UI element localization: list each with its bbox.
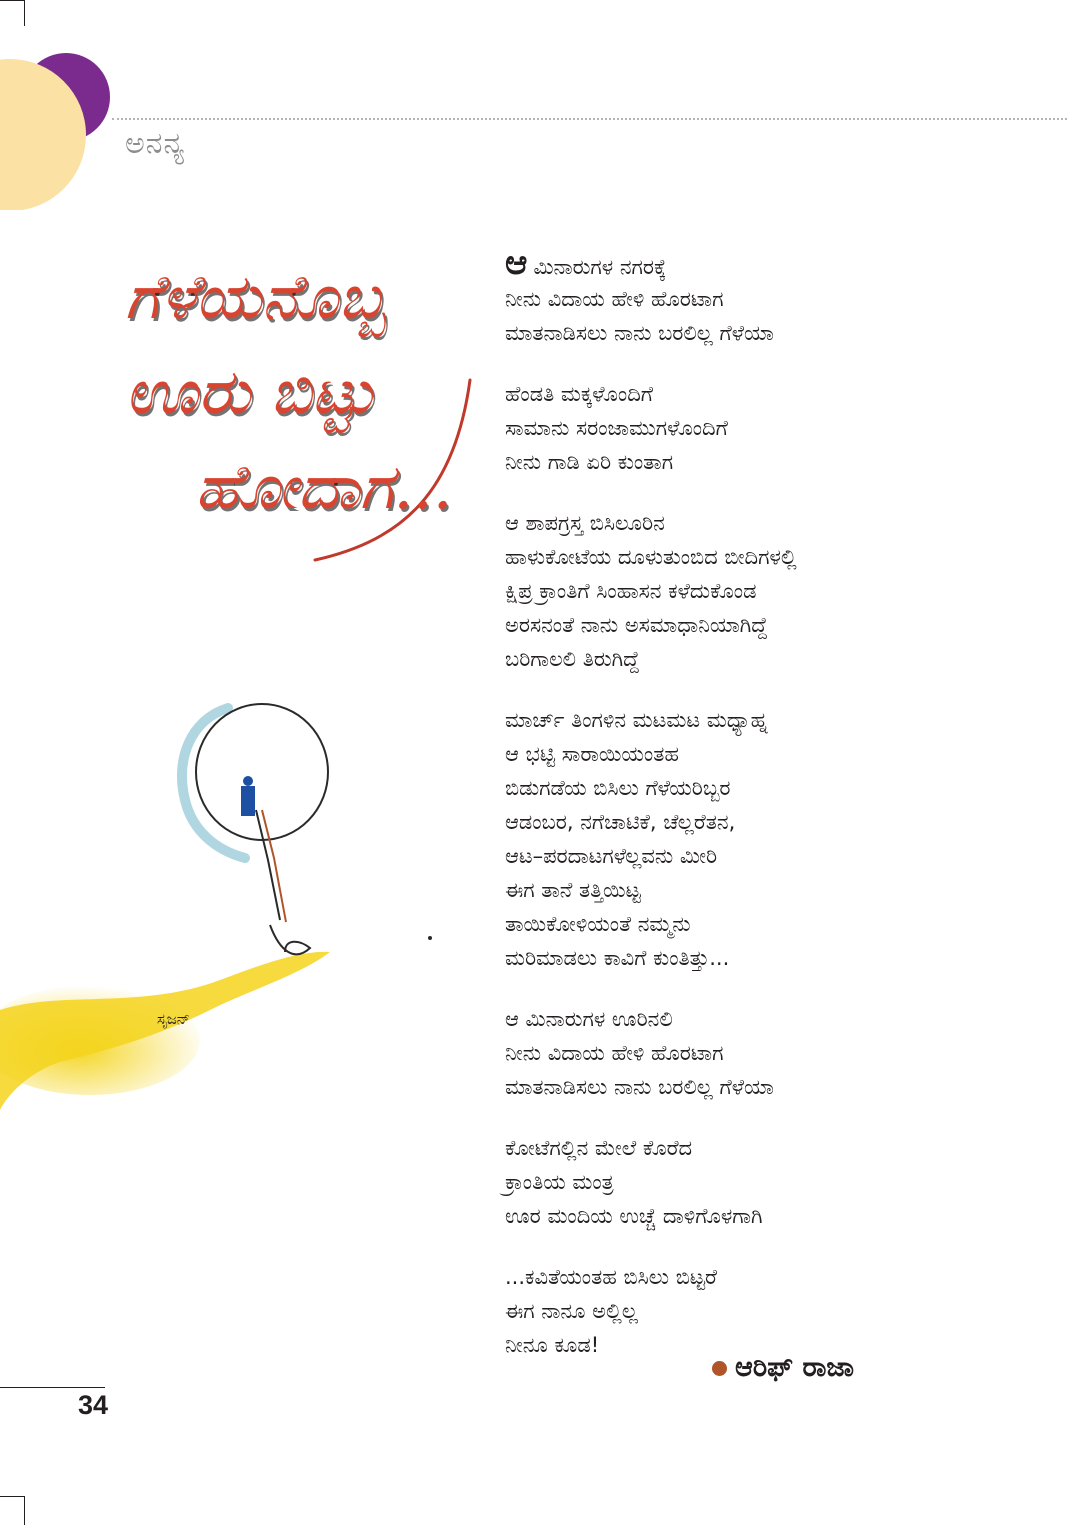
figure-line-2 (262, 810, 286, 922)
poem-line-text: ಈಗ ತಾನೆ ತತ್ತಿಯಿಟ್ಟ (505, 878, 641, 902)
poem-line (505, 1131, 935, 1165)
poem-line-text: ನೀನೂ ಕೂಡ! (505, 1333, 600, 1357)
moon-circle (196, 704, 328, 840)
poem-line-text: ಬಿಡುಗಡೆಯ ಬಿಸಿಲು ಗೆಳೆಯರಿಬ್ಬರ (505, 776, 731, 800)
poem-stanza (505, 506, 935, 676)
poem-line-text: ಹೆಂಡತಿ ಮಕ್ಕಳೊಂದಿಗೆ (505, 382, 654, 406)
header-dotted-rule (112, 118, 1067, 120)
poem-line-text: ಬರಿಗಾಲಲಿ ತಿರುಗಿದ್ದೆ (505, 647, 640, 671)
poem-line (505, 282, 935, 316)
poem-line-text: ನೀನು ವಿದಾಯ ಹೇಳಿ ಹೊರಟಾಗ (505, 287, 724, 311)
poem-line-text: ಮಾತನಾಡಿಸಲು ನಾನು ಬರಲಿಲ್ಲ ಗೆಳೆಯಾ (505, 1075, 774, 1099)
poem-line-text: ಆ ಭಟ್ಟಿ ಸಾರಾಯಿಯಂತಹ (505, 742, 679, 766)
poem-line (505, 1070, 935, 1104)
poem-stanza (505, 703, 935, 975)
ink-dot (428, 936, 432, 940)
poem-line-text: ಮಾತನಾಡಿಸಲು ನಾನು ಬರಲಿಲ್ಲ ಗೆಳೆಯಾ (505, 321, 774, 345)
signature-mark (270, 925, 310, 954)
poem-stanza (505, 1131, 935, 1233)
poem-line-text: ನೀನು ವಿದಾಯ ಹೇಳಿ ಹೊರಟಾಗ (505, 1041, 724, 1065)
poem-line (505, 1199, 935, 1233)
title-line-2: ಊರು ಬಿಟ್ಟು (125, 355, 377, 428)
figure-line-1 (256, 810, 280, 920)
poem-line-text: ಈಗ ನಾನೂ ಅಲ್ಲಿಲ್ಲ (505, 1299, 638, 1323)
poem-line (505, 243, 935, 283)
poem-line (505, 805, 935, 839)
poem-line (505, 703, 935, 737)
poem-line (505, 907, 935, 941)
poem-line-text: ಮಿನಾರುಗಳ ನಗರಕ್ಕೆ (533, 255, 667, 279)
poem-line (505, 540, 935, 574)
poem-stanza (505, 243, 935, 350)
poem-line-text: ಆಡಂಬರ, ನಗೆಚಾಟಿಕೆ, ಚೆಲ್ಲರೆತನ, (505, 810, 736, 834)
poem-illustration (0, 690, 470, 1130)
poem-line (505, 608, 935, 642)
poem-line (505, 839, 935, 873)
poem-line-text: ಮಾರ್ಚ್ ತಿಂಗಳಿನ ಮಟಮಟ ಮಧ್ಯಾಹ್ನ (505, 708, 768, 732)
bullet-icon (712, 1361, 727, 1376)
poem-line-text: ತಾಯಿಕೋಳಿಯಂತೆ ನಮ್ಮನು (505, 912, 691, 936)
title-calligraphy (105, 240, 475, 570)
poem-line-text: ಆ ಮಿನಾರುಗಳ ಊರಿನಲಿ (505, 1007, 673, 1031)
poem-line-text: ಆ ಶಾಪಗ್ರಸ್ತ ಬಿಸಿಲೂರಿನ (505, 511, 665, 535)
poem-line-text: ಮರಿಮಾಡಲು ಕಾವಿಗೆ ಕುಂತಿತ್ತು... (505, 946, 730, 970)
poem-line-text: ನೀನು ಗಾಡಿ ಏರಿ ಕುಂತಾಗ (505, 450, 674, 474)
crop-mark-bottom-h (0, 1496, 24, 1497)
poem-line-text: ಕ್ಷಿಪ್ರ ಕ್ರಾಂತಿಗೆ ಸಿಂಹಾಸನ ಕಳೆದುಕೊಂಡ (505, 579, 757, 603)
poem-line-text: ಸಾಮಾನು ಸರಂಜಾಮುಗಳೊಂದಿಗೆ (505, 416, 728, 440)
poem-line (505, 873, 935, 907)
section-label: ಅನನ್ಯ (125, 126, 186, 161)
title-line-1: ಗೆಳೆಯನೊಬ್ಬ (125, 260, 388, 333)
page-number: 34 (78, 1390, 109, 1420)
poem-stanza (505, 1260, 935, 1362)
poem-stanza (505, 377, 935, 479)
poem-line (505, 1260, 935, 1294)
poem-line (505, 941, 935, 975)
figure-head (243, 776, 253, 786)
poem-line (505, 1036, 935, 1070)
poem-line (505, 506, 935, 540)
poem-line-text: ಹಾಳುಕೋಟೆಯ ದೂಳುತುಂಬಿದ ಬೀದಿಗಳಲ್ಲಿ (505, 545, 797, 569)
artist-credit: ಸೃಜನ್ (157, 1010, 191, 1028)
poem-line-text: ...ಕವಿತೆಯಂತಹ ಬಿಸಿಲು ಬಿಟ್ಟರೆ (505, 1265, 717, 1289)
poem-line (505, 411, 935, 445)
figure-body (241, 786, 255, 816)
poem-line-text: ಊರ ಮಂದಿಯ ಉಚ್ಚೆ ದಾಳಿಗೊಳಗಾಗಿ (505, 1204, 763, 1228)
poem-line (505, 737, 935, 771)
poem-body (505, 243, 935, 1389)
poem-line-text: ಆಟ–ಪರದಾಟಗಳೆಲ್ಲವನು ಮೀರಿ (505, 844, 718, 868)
author-name: ಆರಿಫ್ ರಾಜಾ (735, 1352, 855, 1383)
poem-line (505, 377, 935, 411)
poem-line (505, 1294, 935, 1328)
poem-stanza (505, 1002, 935, 1104)
header-decoration (0, 0, 120, 210)
poem-line (505, 1165, 935, 1199)
drop-cap: ಆ (505, 243, 528, 283)
poem-line-text: ಅರಸನಂತೆ ನಾನು ಅಸಮಾಧಾನಿಯಾಗಿದ್ದೆ (505, 613, 768, 637)
poem-line (505, 574, 935, 608)
poem-line (505, 445, 935, 479)
title-line-3: ಹೋದಾಗ... (195, 450, 453, 523)
crop-mark-bottom-v (24, 1496, 25, 1525)
poem-line-text: ಕ್ರಾಂತಿಯ ಮಂತ್ರ (505, 1170, 614, 1194)
poem-line-text: ಕೋಟೆಗಲ್ಲಿನ ಮೇಲೆ ಕೊರೆದ (505, 1136, 693, 1160)
author-byline (712, 1352, 854, 1384)
poem-line (505, 771, 935, 805)
poem-line (505, 642, 935, 676)
poem-line (505, 316, 935, 350)
poem-line (505, 1002, 935, 1036)
footer-rule (0, 1387, 105, 1388)
